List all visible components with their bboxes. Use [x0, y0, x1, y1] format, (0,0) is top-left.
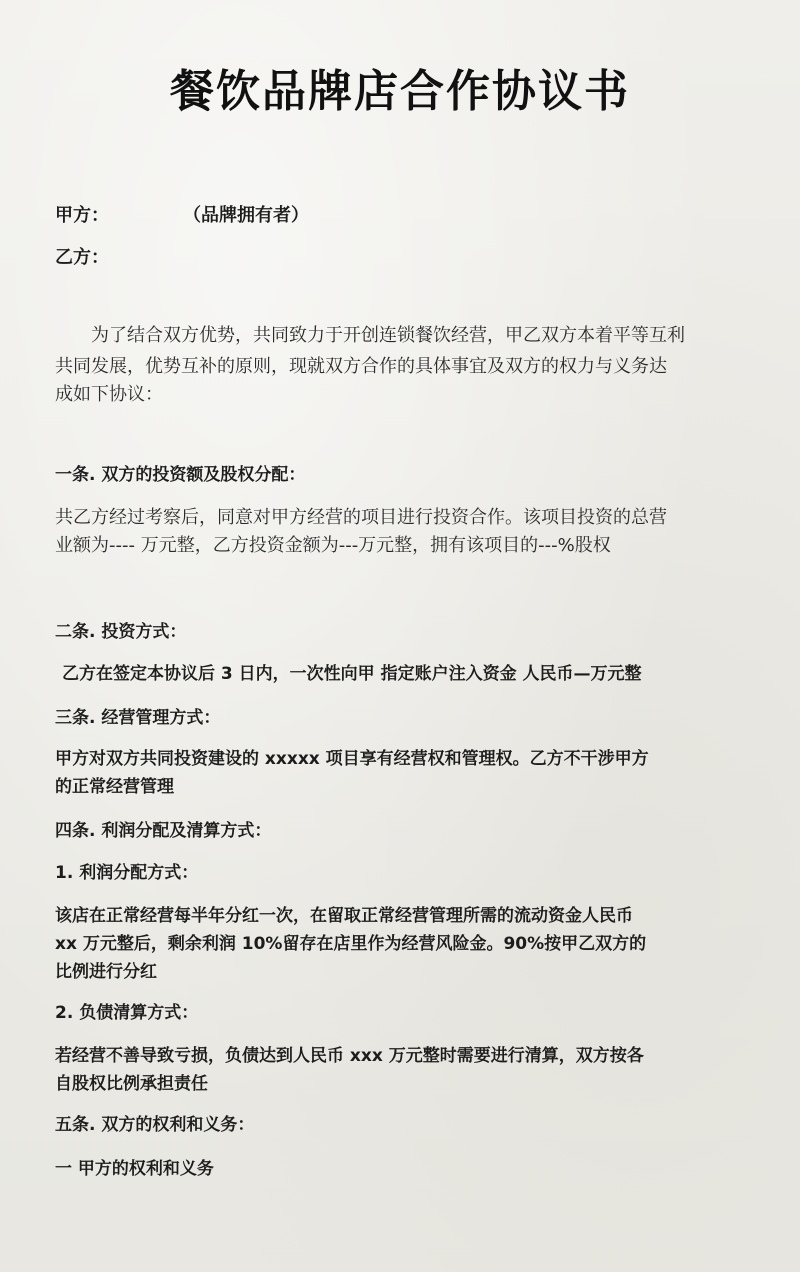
- preamble-line-3: 成如下协议：: [55, 384, 163, 405]
- section-1-line-2: 业额为---- 万元整，乙方投资金额为---万元整，拥有该项目的---%股权: [55, 535, 611, 556]
- document-title: 餐饮品牌店合作协议书: [170, 66, 630, 117]
- section-4-sub-1-line-3: 比例进行分红: [55, 962, 157, 982]
- section-5-heading: 五条. 双方的权利和义务：: [55, 1115, 255, 1135]
- section-1-heading: 一条. 双方的投资额及股权分配：: [55, 465, 306, 485]
- section-4-heading: 四条. 利润分配及清算方式：: [55, 821, 272, 841]
- section-4-sub-2-line-1: 若经营不善导致亏损，负债达到人民币 xxx 万元整时需要进行清算，双方按各: [55, 1046, 644, 1066]
- section-4-sub-2-heading: 2. 负债清算方式：: [55, 1003, 199, 1023]
- party-a-label: 甲方：: [55, 205, 109, 226]
- section-3-line-2: 的正常经营管理: [55, 777, 174, 797]
- section-2-heading: 二条. 投资方式：: [55, 622, 187, 642]
- section-4-sub-1-line-1: 该店在正常经营每半年分红一次，在留取正常经营管理所需的流动资金人民币: [55, 906, 633, 926]
- section-5-sub-1-heading: 一 甲方的权利和义务: [55, 1159, 214, 1179]
- section-3-line-1: 甲方对双方共同投资建设的 xxxxx 项目享有经营权和管理权。乙方不干涉甲方: [55, 749, 649, 769]
- section-4-sub-1-heading: 1. 利润分配方式：: [55, 863, 199, 883]
- section-4-sub-1-line-2: xx 万元整后，剩余利润 10%留存在店里作为经营风险金。90%按甲乙双方的: [55, 934, 647, 954]
- section-3-heading: 三条. 经营管理方式：: [55, 708, 221, 728]
- party-b-label: 乙方：: [55, 247, 109, 268]
- section-1-line-1: 共乙方经过考察后，同意对甲方经营的项目进行投资合作。该项目投资的总营: [55, 507, 667, 528]
- preamble-line-2: 共同发展，优势互补的原则，现就双方合作的具体事宜及双方的权力与义务达: [55, 356, 667, 377]
- preamble-line-1: 为了结合双方优势，共同致力于开创连锁餐饮经营，甲乙双方本着平等互利: [91, 325, 685, 346]
- section-4-sub-2-line-2: 自股权比例承担责任: [55, 1074, 208, 1094]
- party-a-note: （品牌拥有者）: [183, 205, 309, 226]
- section-2-line-1: 乙方在签定本协议后 3 日内，一次性向甲 指定账户注入资金 人民币—万元整: [62, 664, 642, 684]
